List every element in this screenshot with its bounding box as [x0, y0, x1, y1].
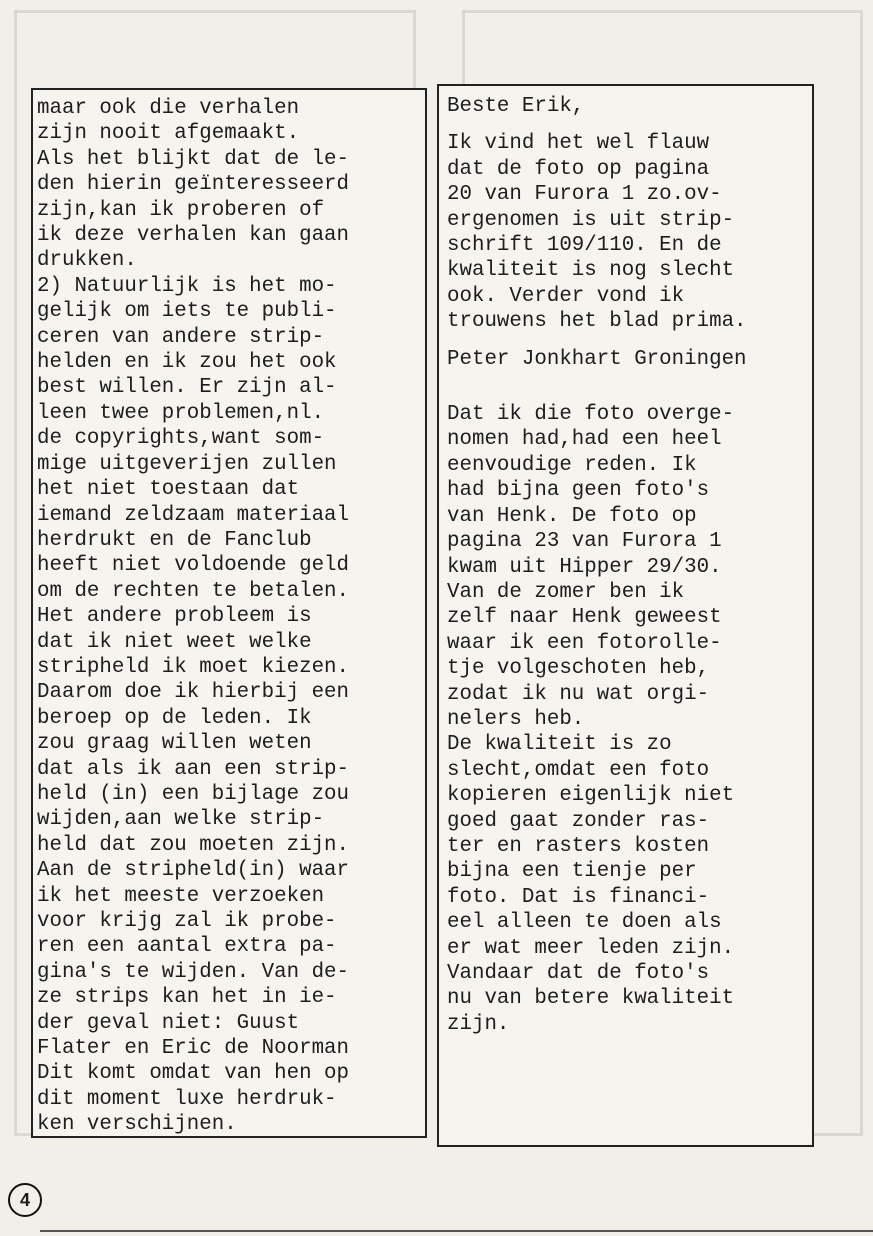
left-column-line: mige uitgeverijen zullen — [37, 452, 337, 476]
reply-line: bijna een tienje per — [447, 860, 697, 884]
reply-line: foto. Dat is financi- — [447, 885, 710, 909]
reply-line: zijn. — [447, 1012, 510, 1036]
reply-line: Vandaar dat de foto's — [447, 962, 710, 985]
left-column-line: held (in) een bijlage zou — [37, 782, 350, 806]
left-column-line: wijden,aan welke strip- — [37, 808, 325, 832]
reply-line: zodat ik nu wat orgi- — [447, 682, 710, 706]
left-column-line: gina's te wijden. Van de- — [37, 960, 350, 984]
reply-line: pagina 23 van Furora 1 — [447, 530, 722, 554]
letter-line: 20 van Furora 1 zo.ov- — [447, 183, 722, 207]
left-column-line: Dit komt omdat van hen op — [37, 1062, 350, 1086]
left-column-line: ik deze verhalen kan gaan — [37, 224, 350, 248]
reply-line: er wat meer leden zijn. — [447, 936, 735, 960]
left-column-line: maar ook die verhalen — [37, 97, 300, 120]
left-column-line: ik het meeste verzoeken — [37, 884, 325, 908]
left-column-line: Daarom doe ik hierbij een — [37, 681, 350, 705]
spacer — [447, 372, 812, 402]
letter-salutation: Beste Erik, — [447, 95, 585, 118]
reply-line: nu van betere kwaliteit — [447, 987, 735, 1011]
left-column-line: om de rechten te betalen. — [37, 579, 350, 603]
right-text-column — [437, 84, 814, 1147]
left-column-line: best willen. Er zijn al- — [37, 376, 337, 400]
reply-line: eel alleen te doen als — [447, 911, 722, 935]
page-number-badge: 4 — [8, 1183, 42, 1217]
left-column-line: het niet toestaan dat — [37, 478, 300, 502]
reply-line: zelf naar Henk geweest — [447, 606, 722, 630]
left-column-line: den hierin geïnteresseerd — [37, 173, 350, 197]
left-column-line: held dat zou moeten zijn. — [37, 833, 350, 857]
left-column-line: Flater en Eric de Noorman — [37, 1037, 350, 1061]
reply-line: slecht,omdat een foto — [447, 758, 710, 782]
left-column-line: dat als ik aan een strip- — [37, 757, 350, 781]
left-column-line: zijn nooit afgemaakt. — [37, 122, 300, 146]
left-column-line: drukken. — [37, 249, 137, 273]
reply-line: nelers heb. — [447, 707, 585, 731]
letter-line: schrift 109/110. En de — [447, 234, 722, 258]
letter-line: dat de foto op pagina — [447, 157, 710, 181]
letter-signature: Peter Jonkhart Groningen — [447, 347, 747, 371]
reply-line: van Henk. De foto op — [447, 504, 697, 528]
reply-line: had bijna geen foto's — [447, 479, 710, 503]
left-column-line: Als het blijkt dat de le- — [37, 147, 350, 171]
left-column-line: iemand zeldzaam materiaal — [37, 503, 350, 527]
letter-line: kwaliteit is nog slecht — [447, 259, 735, 283]
left-column-line: herdrukt en de Fanclub — [37, 528, 312, 552]
left-column-line: zou graag willen weten — [37, 732, 312, 756]
left-column-line: heeft niet voldoende geld — [37, 554, 350, 578]
reply-line: goed gaat zonder ras- — [447, 809, 710, 833]
reply-line: ter en rasters kosten — [447, 834, 710, 858]
editor-reply-body — [447, 402, 812, 1037]
spacer — [447, 119, 812, 131]
reply-line: waar ik een fotorolle- — [447, 631, 722, 655]
letter-body — [447, 131, 812, 334]
bottom-rule — [40, 1230, 873, 1232]
left-column-line: ken verschijnen. — [37, 1113, 237, 1137]
spacer — [447, 335, 812, 347]
left-column-line: gelijk om iets te publi- — [37, 300, 337, 324]
left-column-line: Aan de stripheld(in) waar — [37, 859, 350, 883]
letter-line: ergenomen is uit strip- — [447, 208, 735, 232]
reply-line: Dat ik die foto overge- — [447, 403, 735, 427]
reply-line: Van de zomer ben ik — [447, 580, 685, 604]
left-column-line: dat ik niet weet welke — [37, 630, 312, 654]
left-column-line: dit moment luxe herdruk- — [37, 1087, 337, 1111]
reply-line: kopieren eigenlijk niet — [447, 784, 735, 808]
left-column-body — [37, 96, 425, 1138]
left-column-line: 2) Natuurlijk is het mo- — [37, 274, 337, 298]
reply-line: De kwaliteit is zo — [447, 733, 672, 757]
left-column-line: ceren van andere strip- — [37, 325, 325, 349]
reply-line: tje volgeschoten heb, — [447, 657, 710, 681]
reply-line: eenvoudige reden. Ik — [447, 453, 697, 477]
left-column-line: der geval niet: Guust — [37, 1011, 300, 1035]
reply-line: kwam uit Hipper 29/30. — [447, 555, 722, 579]
left-column-line: zijn,kan ik proberen of — [37, 198, 325, 222]
left-column-line: helden en ik zou het ook — [37, 351, 337, 375]
left-column-line: ren een aantal extra pa- — [37, 935, 337, 959]
left-column-line: beroep op de leden. Ik — [37, 706, 312, 730]
letter-line: Ik vind het wel flauw — [447, 132, 710, 156]
left-column-line: stripheld ik moet kiezen. — [37, 655, 350, 679]
reply-line: nomen had,had een heel — [447, 428, 722, 452]
left-column-line: ze strips kan het in ie- — [37, 986, 337, 1010]
letter-line: trouwens het blad prima. — [447, 310, 747, 334]
letter-line: ook. Verder vond ik — [447, 284, 685, 308]
left-column-line: de copyrights,want som- — [37, 427, 325, 451]
left-column-line: voor krijg zal ik probe- — [37, 910, 337, 933]
left-column-line: leen twee problemen,nl. — [37, 401, 325, 425]
left-text-column — [31, 88, 427, 1138]
left-column-line: Het andere probleem is — [37, 605, 312, 629]
